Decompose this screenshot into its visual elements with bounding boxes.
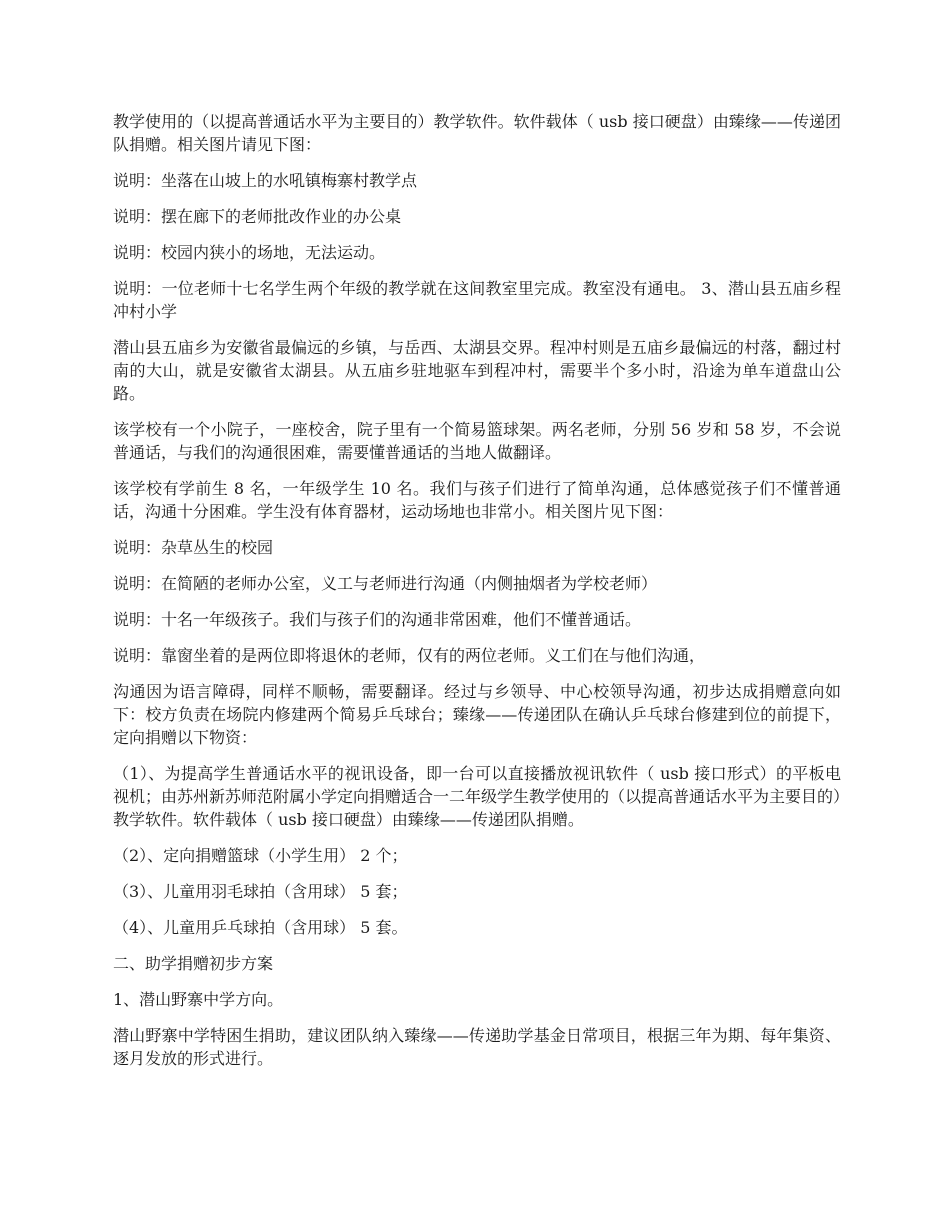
subsection-heading-yezhai: 1、潜山野寨中学方向。 [113,990,284,1009]
section-heading-plan: 二、助学捐赠初步方案 [113,954,274,973]
document-page [113,110,841,1083]
caption-small-campus: 说明：校园内狭小的场地，无法运动。 [113,243,386,262]
caption-weedy-campus: 说明：杂草丛生的校园 [113,538,274,557]
list-item-2: （2）、定向捐赠篮球（小学生用） 2 个； [113,846,408,865]
caption-retiring-teachers: 说明：靠窗坐着的是两位即将退休的老师，仅有的两位老师。义工们在与他们沟通， [113,646,706,665]
paragraph-intro-software: 教学使用的（以提高普通话水平为主要目的）教学软件。软件载体（ usb 接口硬盘）由臻缘——传递团队捐赠。相关图片请见下图： [113,112,841,154]
paragraph-students: 该学校有学前生 8 名，一年级学生 10 名。我们与孩子们进行了简单沟通，总体感觉孩子们不懂普通话，沟通十分困难。学生没有体育器材，运动场地也非常小。相关图片见下图： [113,479,841,521]
paragraph-wumiao-township: 潜山县五庙乡为安徽省最偏远的乡镇，与岳西、太湖县交界。程冲村则是五庙乡最偏远的村落，翻过村南的大山，就是安徽省太湖县。从五庙乡驻地驱车到程冲村，需要半个多小时，沿途为单车道盘山公路。 [113,338,841,403]
caption-teacher-desk: 说明：摆在廊下的老师批改作业的办公桌 [113,207,402,226]
paragraph-donation-intent: 沟通因为语言障碍，同样不顺畅，需要翻译。经过与乡领导、中心校领导沟通，初步达成捐赠意向如下：校方负责在场院内修建两个简易乒乓球台；臻缘——传递团队在确认乒乓球台修建到位的前提下，定向捐赠以下物资： [113,682,841,747]
caption-first-graders: 说明：十名一年级孩子。我们与孩子们的沟通非常困难，他们不懂普通话。 [113,610,642,629]
paragraph-school-yard: 该学校有一个小院子，一座校舍，院子里有一个简易篮球架。两名老师，分别 56 岁和 58 岁，不会说普通话，与我们的沟通很困难，需要懂普通话的当地人做翻译。 [113,420,841,462]
paragraph-yezhai-aid: 潜山野寨中学特困生捐助，建议团队纳入臻缘——传递助学基金日常项目，根据三年为期、每年集资、逐月发放的形式进行。 [113,1026,841,1068]
list-item-1: （1）、为提高学生普通话水平的视讯设备，即一台可以直接播放视讯软件（ usb 接口形式）的平板电视机；由苏州新苏师范附属小学定向捐赠适合一二年级学生教学使用的（以提高普通话水平为主要目的）教学软件。软件载体（ usb 接口硬盘）由臻缘——传递团队捐赠。 [113,764,842,829]
list-item-4: （4）、儿童用乒乓球拍（含用球） 5 套。 [113,918,408,937]
list-item-3: （3）、儿童用羽毛球拍（含用球） 5 套； [113,882,408,901]
caption-classroom-no-power: 说明：一位老师十七名学生两个年级的教学就在这间教室里完成。教室没有通电。 3、潜山县五庙乡程冲村小学 [113,279,841,321]
caption-meizhai-teaching-point: 说明：坐落在山坡上的水吼镇梅寨村教学点 [113,171,418,190]
caption-teacher-office: 说明：在简陋的老师办公室，义工与老师进行沟通（内侧抽烟者为学校老师） [113,574,658,593]
